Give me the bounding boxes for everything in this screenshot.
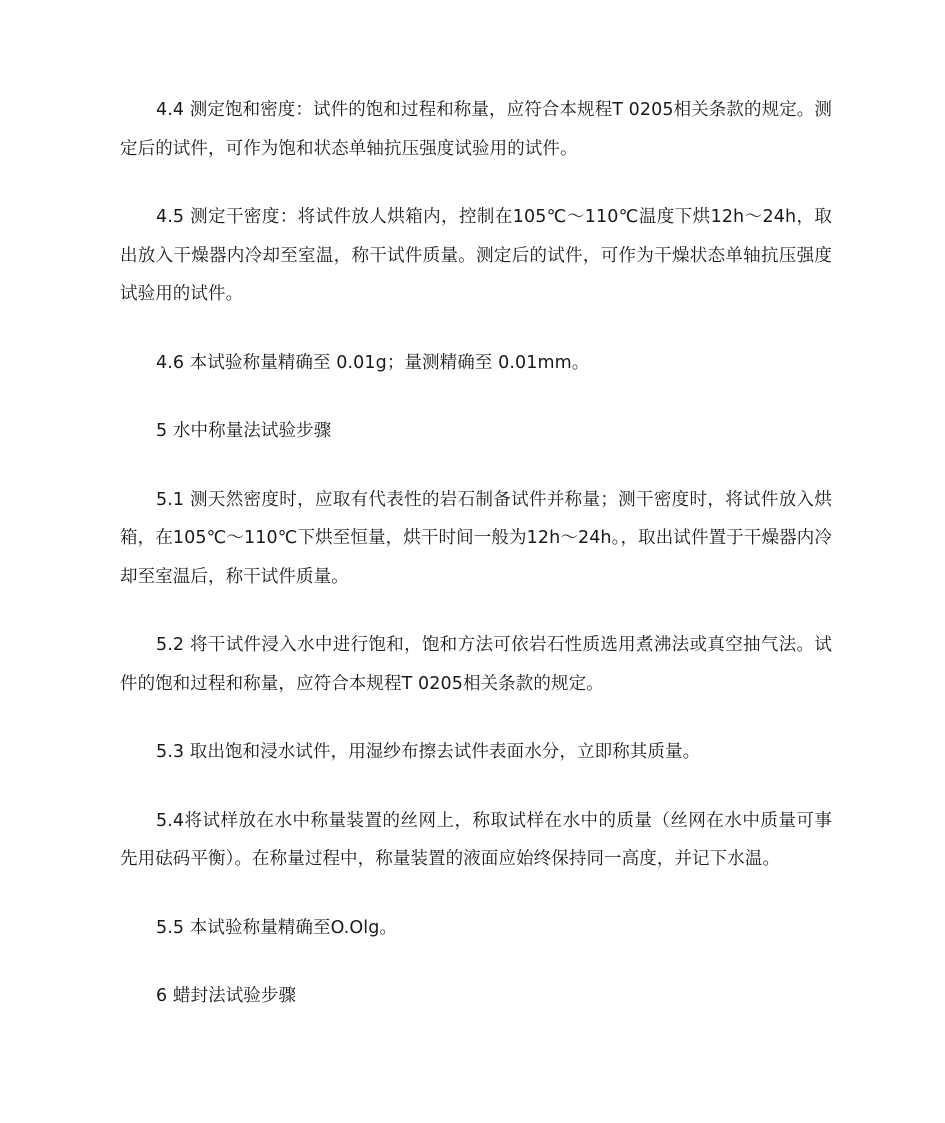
paragraph-5-5: 5.5 本试验称量精确至O.Olg。 [156,917,398,938]
document-body [120,91,832,1046]
paragraph-4-6: 4.6 本试验称量精确至 0.01g；量测精确至 0.01mm。 [156,352,590,373]
section-heading-5: 5 水中称量法试验步骤 [156,421,332,441]
section-heading-6: 6 蜡封法试验步骤 [156,986,297,1006]
paragraph-5-4: 5.4将试样放在水中称量装置的丝网上，称取试样在水中的质量（丝网在水中质量可事先用砝码平衡）。在称量过程中，称量装置的液面应始终保持同一高度，并记下水温。 [120,810,832,869]
paragraph-4-5: 4.5 测定干密度：将试件放人烘箱内，控制在105℃～110℃温度下烘12h～24h，取出放入干燥器内冷却至室温，称干试件质量。测定后的试件，可作为干燥状态单轴抗压强度试验用的试件。 [120,207,832,304]
paragraph-5-3: 5.3 取出饱和浸水试件，用湿纱布擦去试件表面水分，立即称其质量。 [156,742,701,762]
paragraph-5-2: 5.2 将干试件浸入水中进行饱和，饱和方法可依岩石性质选用煮沸法或真空抽气法。试件的饱和过程和称量，应符合本规程T 0205相关条款的规定。 [120,635,832,694]
paragraph-5-1: 5.1 测天然密度时，应取有代表性的岩石制备试件并称量；测干密度时，将试件放入烘箱，在105℃～110℃下烘至恒量，烘干时间一般为12h～24h。，取出试件置于干燥器内冷却至室温后，称干试件质量。 [120,489,832,587]
paragraph-4-4: 4.4 测定饱和密度：试件的饱和过程和称量，应符合本规程T 0205相关条款的规定。测定后的试件，可作为饱和状态单轴抗压强度试验用的试件。 [120,100,832,159]
